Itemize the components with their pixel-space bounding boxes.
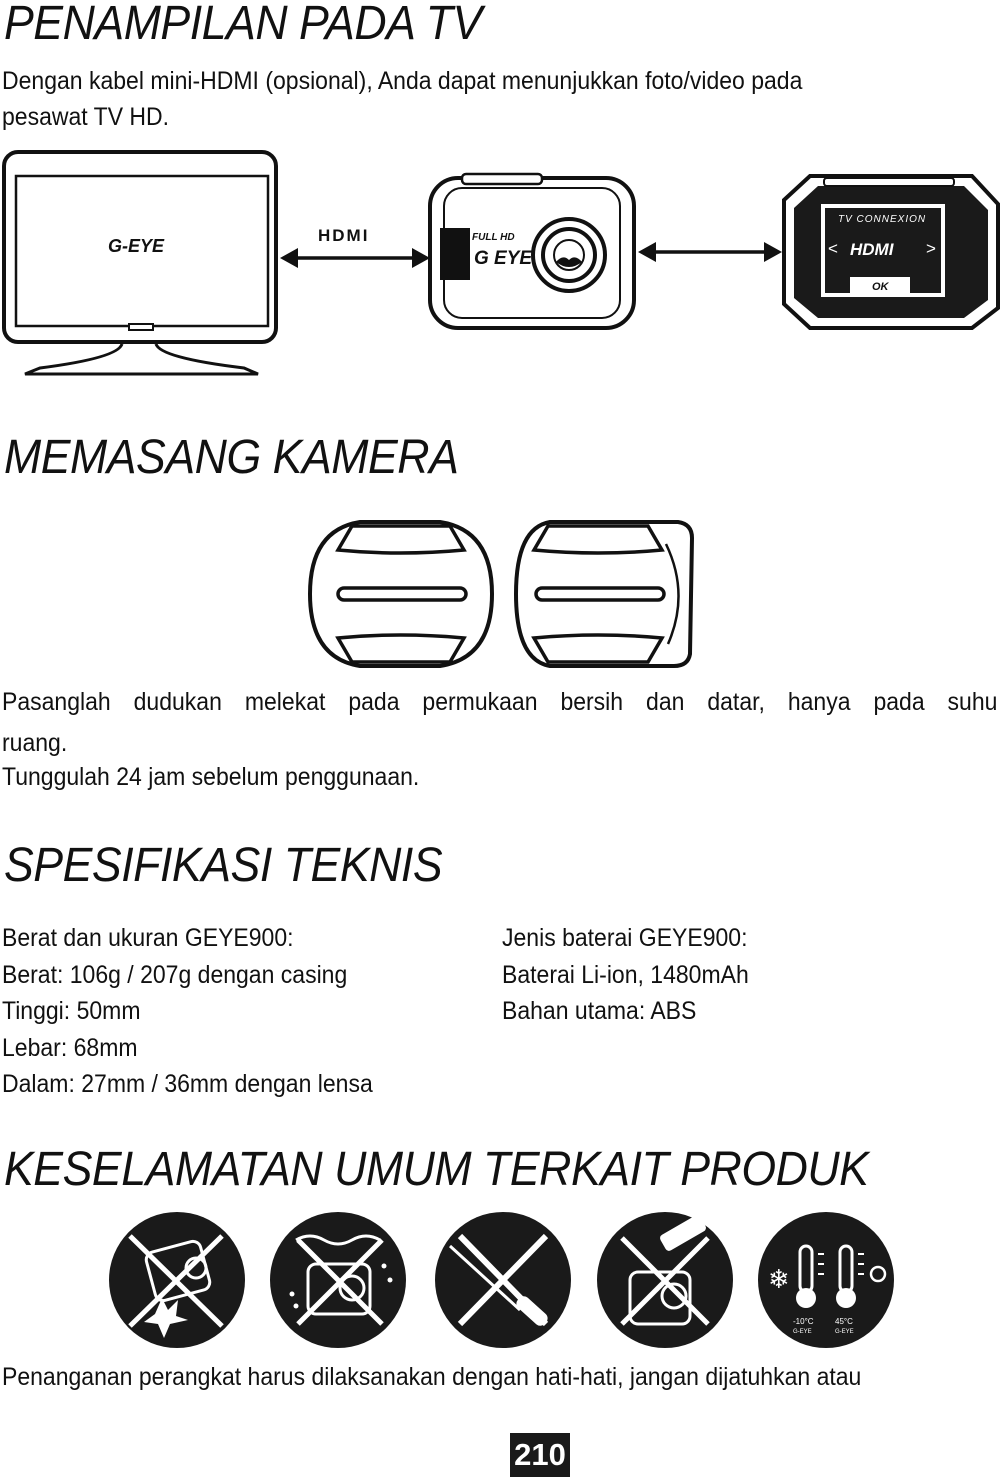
connection-arrow-left bbox=[280, 248, 430, 268]
flat-mount-icon bbox=[310, 522, 492, 666]
spec-line: Bahan utama: ABS bbox=[502, 997, 697, 1025]
spec-line: Berat dan ukuran GEYE900: bbox=[2, 924, 294, 952]
adhesive-mounts-illustration bbox=[300, 514, 700, 674]
temp-low-label: -10°C bbox=[793, 1317, 814, 1326]
no-water-icon bbox=[270, 1212, 406, 1348]
screen-option: HDMI bbox=[850, 240, 894, 259]
temp-high-label: 45°C bbox=[835, 1317, 853, 1326]
spec-line: Baterai Li-ion, 1480mAh bbox=[502, 960, 749, 989]
tv-brand-label: G-EYE bbox=[108, 236, 165, 256]
tv-paragraph-line2: pesawat TV HD. bbox=[2, 103, 170, 131]
section-title-safety: KESELAMATAN UMUM TERKAIT PRODUK bbox=[4, 1143, 869, 1196]
temp-high-sub: G-EYE bbox=[835, 1329, 854, 1335]
temperature-range-icon bbox=[758, 1212, 894, 1348]
section-title-mount: MEMASANG KAMERA bbox=[4, 431, 459, 484]
spec-line: Dalam: 27mm / 36mm dengan lensa bbox=[2, 1070, 373, 1098]
hdmi-logo: HDMI bbox=[318, 226, 370, 245]
connection-arrow-right bbox=[638, 242, 782, 262]
no-chemicals-icon bbox=[597, 1212, 733, 1348]
camera-icon bbox=[430, 174, 634, 328]
screen-left-arrow: < bbox=[828, 239, 838, 258]
camera-badge: FULL HD bbox=[472, 232, 515, 243]
camera-back-icon bbox=[784, 176, 998, 328]
tv-paragraph-line1: Dengan kabel mini-HDMI (opsional), Anda dapat menunjukkan foto/video pada bbox=[2, 67, 803, 95]
spec-line: Tinggi: 50mm bbox=[2, 997, 141, 1025]
tv-icon bbox=[4, 152, 276, 374]
mount-paragraph-line3: Tunggulah 24 jam sebelum penggunaan. bbox=[2, 763, 420, 791]
temp-low-sub: G-EYE bbox=[793, 1329, 812, 1335]
no-screwdriver-icon bbox=[435, 1212, 571, 1348]
screen-ok: OK bbox=[872, 281, 889, 293]
specs-right-column bbox=[502, 920, 749, 1030]
safety-paragraph-line1: Penanganan perangkat harus dilaksanakan dengan hati-hati, jangan dijatuhkan atau bbox=[2, 1363, 862, 1391]
spec-line: Jenis baterai GEYE900: bbox=[502, 924, 748, 952]
screen-right-arrow: > bbox=[926, 239, 936, 258]
mount-paragraph-line1: Pasanglah dudukan melekat pada permukaan bersih dan datar, hanya pada suhu bbox=[2, 688, 998, 716]
no-drop-icon bbox=[109, 1212, 245, 1348]
tv-connection-illustration bbox=[0, 140, 1002, 380]
section-title-specs: SPESIFIKASI TEKNIS bbox=[4, 839, 443, 892]
svg-text:❄: ❄ bbox=[768, 1264, 790, 1294]
page-number: 210 bbox=[510, 1433, 570, 1477]
mount-paragraph-line2: ruang. bbox=[2, 729, 68, 757]
section-title-tv: PENAMPILAN PADA TV bbox=[4, 0, 482, 50]
safety-icons-row bbox=[100, 1206, 900, 1354]
screen-title: TV CONNEXION bbox=[838, 214, 927, 225]
curved-mount-icon bbox=[516, 522, 692, 666]
spec-line: Lebar: 68mm bbox=[2, 1033, 138, 1062]
specs-left-column bbox=[2, 920, 373, 1103]
camera-brand: G EYE bbox=[474, 248, 533, 269]
spec-line: Berat: 106g / 207g dengan casing bbox=[2, 960, 348, 989]
